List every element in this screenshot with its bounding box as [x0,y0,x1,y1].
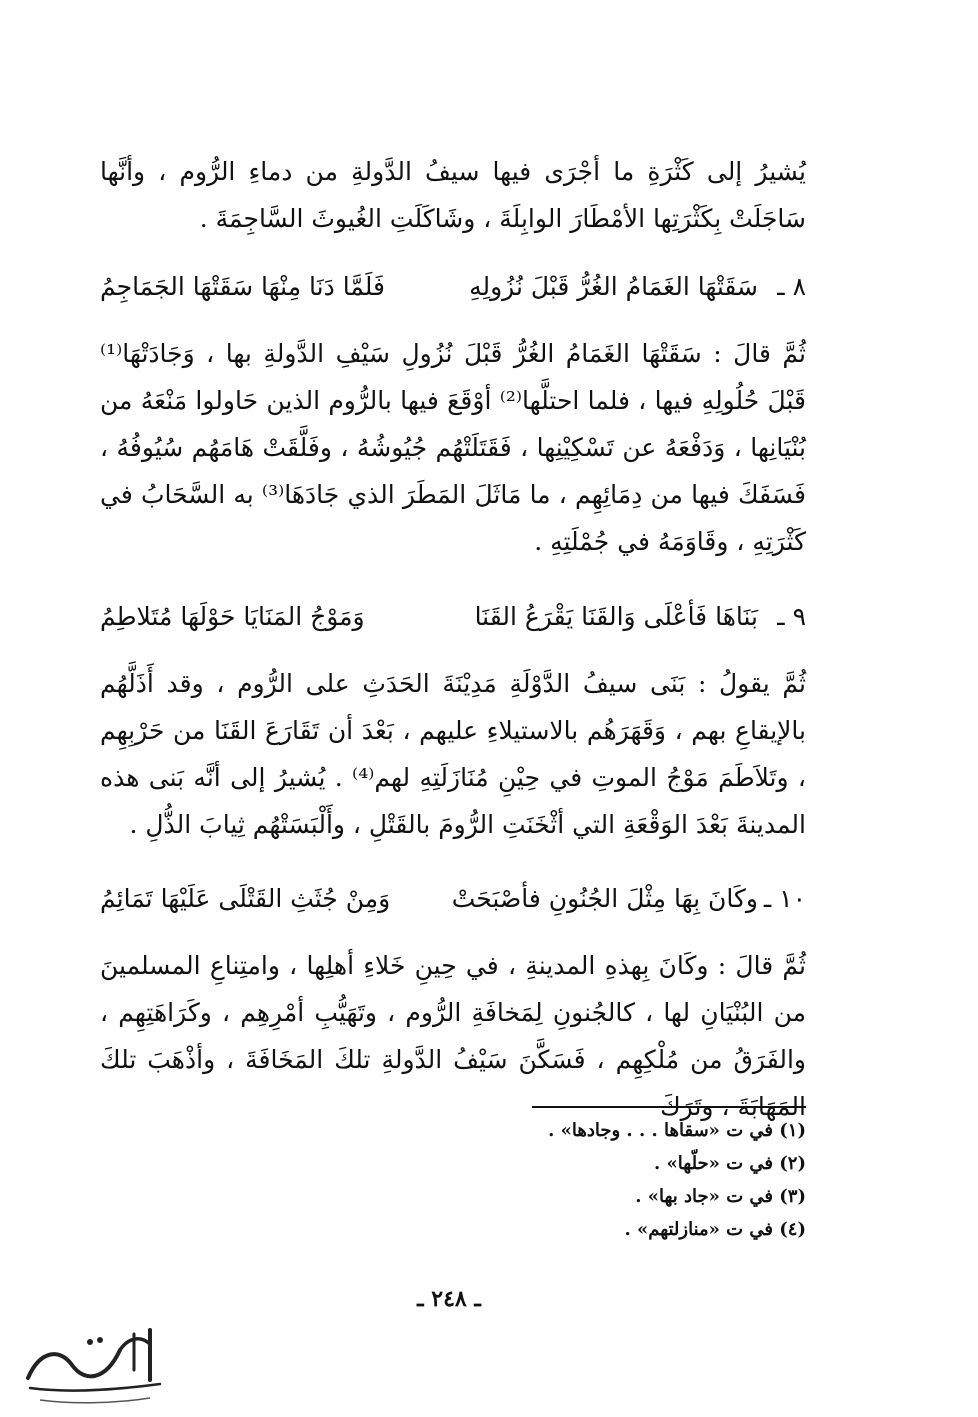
verse-second-hemistich: فَلَمَّا دَنَا مِنْهَا سَقَتْهَا الجَمَاجِمُ [100,272,386,301]
footnote-4: (٤) في ت «منازلتهم» . [624,1219,806,1240]
verse-8 [100,262,806,312]
verse-number: ١٠ ـ [763,884,806,913]
watermark-logo [10,1320,170,1410]
verse-first-hemistich: بَنَاهَا فَأعْلَى وَالقَنَا يَقْرَعُ القَنَا [474,602,758,631]
page-number: ـ ٢٤٨ ـ [417,1286,481,1312]
commentary-paragraph-3: ثُمَّ يقولُ : بَنَى سيفُ الدَّوْلَةِ مَدِيْنَةَ الحَدَثِ على الرُّوم ، وقد أَذَلَّهُم بالإيقاعِ بهم ، وَقَهَرَهُم بالاستيلاءِ عليهم ، بَعْدَ أن تَقَارَعَ القَنَا من حَرْبِهِم ، وتَلاَطَمَ مَوْجُ الموتِ في حِيْنِ مُنَازَلَتِهِ لهم⁽⁴⁾ . يُشيرُ إلى أنَّه بَنى هذه المدينةَ بَعْدَ الوَقْعَةِ التي أثْخَنَتِ الرُّومَ بالقَتْلِ ، وأَلْبَسَتْهُم ثِيابَ الذُّلِ . [100,669,806,839]
verse-9 [100,592,806,642]
footnote-1: (١) في ت «سقاها . . . وجادها» . [548,1120,806,1141]
commentary-paragraph-4: ثُمَّ قالَ : وكَانَ بِهذهِ المدينةِ ، في حِينِ خَلاءِ أهلِها ، وامتِناعِ المسلمينَ من البُنْيَانِ لها ، كالجُنونِ لِمَخافَةِ الرُّوم ، وتَهَيُّبِ أمْرِهِم ، وكَرَاهَتِهِم ، والفَرَقُ من مُلْكِهِم ، فَسَكَّنَ سَيْفُ الدَّولةِ تلكَ المَخَافَةَ ، وأذْهَبَ تلكَ المَهَابَةَ ، وتَرَكَ [100,951,806,1121]
verse-number: ٩ ـ [777,602,806,631]
verse-first-hemistich: وكَانَ بِهَا مِثْلَ الجُنُونِ فأصْبَحَتْ [451,884,758,913]
footnote-3: (٣) في ت «جاد بها» . [635,1186,806,1207]
verse-second-hemistich: وَمَوْجُ المَنَايَا حَوْلَهَا مُتَلاطِمُ [100,602,365,631]
verse-10 [100,874,806,924]
footnote-2: (٢) في ت «حلّها» . [654,1153,806,1174]
commentary-paragraph-2: ثُمَّ قالَ : سَقَتْهَا الغَمَامُ الغُرُّ قَبْلَ نُزُولِ سَيْفِ الدَّولةِ بها ، وَجَادَتْهَا⁽¹⁾ قَبْلَ حُلُولِهِ فيها ، فلما احتلَّها⁽²⁾ أوْقَعَ فيها بالرُّوم الذين حَاولوا مَنْعَهُ من بُنْيَانِها ، وَدَفْعَهُ عن تَسْكِيْنِها ، فَقَتَلَتْهُم جُيُوشُهُ ، وفَلَّقَتْ هَامَهُم سُيُوفُهُ ، فَسَفَكَ فيها من دِمَائِهِم ، ما مَاثَلَ المَطَرَ الذي جَادَهَا⁽³⁾ به السَّحَابُ في كَثْرَتِهِ ، وقَاوَمَهُ في جُمْلَتِهِ . [100,339,806,556]
verse-second-hemistich: وَمِنْ جُثَثِ القَتْلَى عَلَيْهَا تَمَائِمُ [100,884,391,913]
footnotes [500,1114,806,1246]
footnote-divider [532,1106,806,1108]
verse-first-hemistich: سَقَتْهَا الغَمَامُ الغُرُّ قَبْلَ نُزُولِهِ [469,272,758,301]
verse-number: ٨ ـ [777,272,806,301]
commentary-paragraph-1: يُشيرُ إلى كَثْرَةِ ما أجْرَى فيها سيفُ الدَّولةِ من دماءِ الرُّوم ، وأنَّها سَاجَلَتْ بِكَثْرَتِها الأمْطَارَ الوابِلَةَ ، وشَاكَلَتِ الغُيوثَ السَّاجِمَةَ . [100,157,806,233]
